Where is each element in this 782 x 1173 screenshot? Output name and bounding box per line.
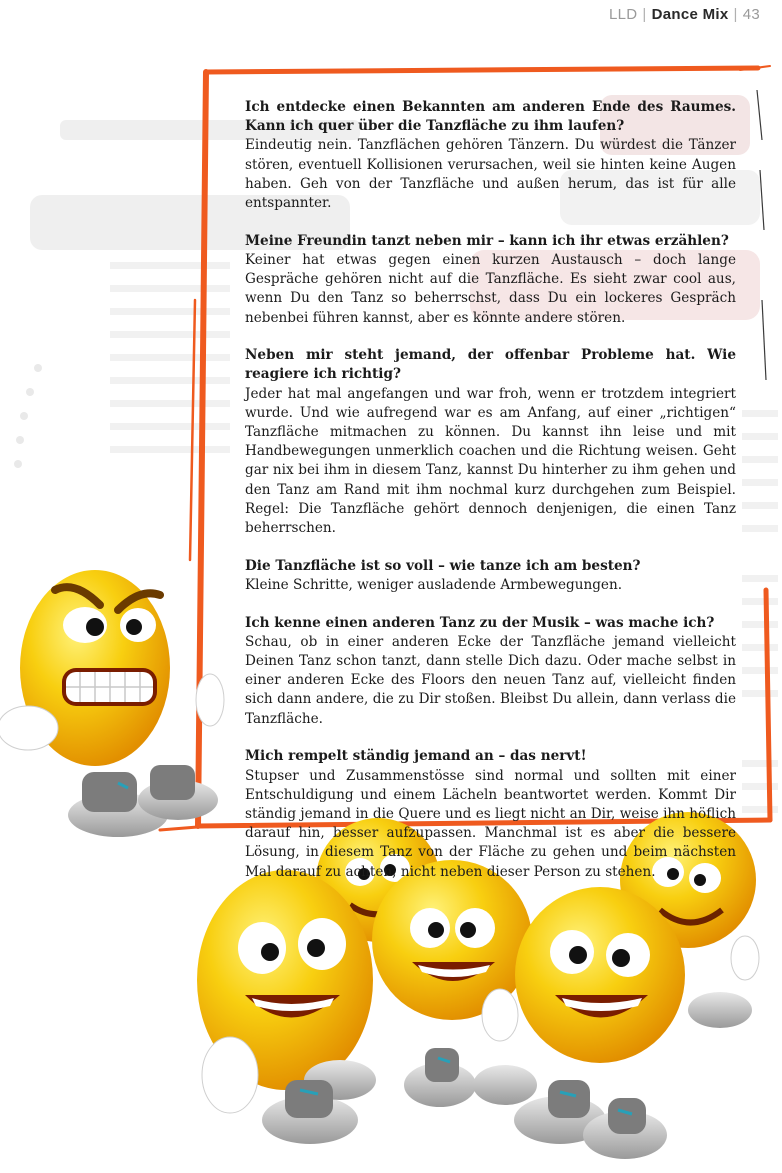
faq-answer: Stupser und Zusammenstösse sind normal und sollten mit einer Entschuldigung und einem Lächeln beantwortet werden. Kommt Dir ständig jemand in die Quere und es liegt nicht an Dir, weise ihn höflich darauf hin, besser aufzupassen. Manchmal ist es aber die bessere Lösung, in diesem Tanz von der Fläche zu gehen und beim nächsten Mal darauf zu achten, nicht neben dieser Person zu stehen. <box>245 767 736 880</box>
faq-answer: Eindeutig nein. Tanzflächen gehören Tänzern. Du würdest die Tänzer stören, eventuell Kollisionen verursachen, weil sie hinten keine Augen haben. Geh von der Tanzfläche und außen herum, das ist für alle entspannter. <box>245 137 736 212</box>
faq-question: Ich entdecke einen Bekannten am anderen Ende des Raumes. Kann ich quer über die Tanzfläche zu ihm laufen? <box>245 99 736 135</box>
faq-content <box>245 98 736 900</box>
faq-item <box>245 747 736 881</box>
brand-label: LLD <box>608 6 638 23</box>
faq-question: Ich kenne einen anderen Tanz zu der Musik – was mache ich? <box>245 614 715 631</box>
faq-answer: Keiner hat etwas gegen einen kurzen Austausch – doch lange Gespräche gehören nicht auf die Tanzfläche. Es sieht zwar cool aus, wenn Du den Tanz so beherrschst, dass Du ein lockeres Gespräch nebenbei führen kannst, aber es könnte andere stören. <box>245 251 736 326</box>
faq-item <box>245 98 736 213</box>
header-separator: | <box>733 6 738 23</box>
page-number: 43 <box>742 6 760 23</box>
faq-item <box>245 614 736 729</box>
faq-answer: Jeder hat mal angefangen und war froh, wenn er trotzdem integriert wurde. Und wie aufregend war es am Anfang, auf einer „richtigen“ Tanzfläche mitmachen zu können. Du kannst ihn leise und mit Handbewegungen unmerklich coachen und die Richtung weisen. Geht gar nix bei ihm in diesem Tanz, kannst Du hinterher zu ihm gehen und den Tanz am Rand mit ihm nochmal kurz durchgehen zum Beispiel. Regel: Die Tanzfläche gehört dennoch denjenigen, die einen Tanz beherrschen. <box>245 385 736 537</box>
angry-emoji <box>0 570 224 837</box>
faq-item <box>245 557 736 595</box>
header-separator: | <box>642 6 647 23</box>
faq-answer: Kleine Schritte, weniger ausladende Armbewegungen. <box>245 576 623 593</box>
faq-question: Mich rempelt ständig jemand an – das nervt! <box>245 748 587 765</box>
faq-question: Die Tanzfläche ist so voll – wie tanze ich am besten? <box>245 557 641 574</box>
faq-question: Meine Freundin tanzt neben mir – kann ich ihr etwas erzählen? <box>245 232 729 249</box>
faq-question: Neben mir steht jemand, der offenbar Probleme hat. Wie reagiere ich richtig? <box>245 347 736 383</box>
faq-item <box>245 346 736 538</box>
faq-answer: Schau, ob in einer anderen Ecke der Tanzfläche jemand vielleicht Deinen Tanz schon tanzt, dann stelle Dich dazu. Oder mache selbst in einer anderen Ecke des Floors den neuen Tanz auf, vielleicht finden sich dann andere, die zu Dir stoßen. Bleibst Du allein, dann verlass die Tanzfläche. <box>245 633 736 727</box>
faq-item <box>245 232 736 328</box>
ghost-dots <box>14 364 42 468</box>
page-header <box>609 6 760 23</box>
section-label: Dance Mix <box>651 6 729 23</box>
scratch-marks <box>757 90 766 380</box>
